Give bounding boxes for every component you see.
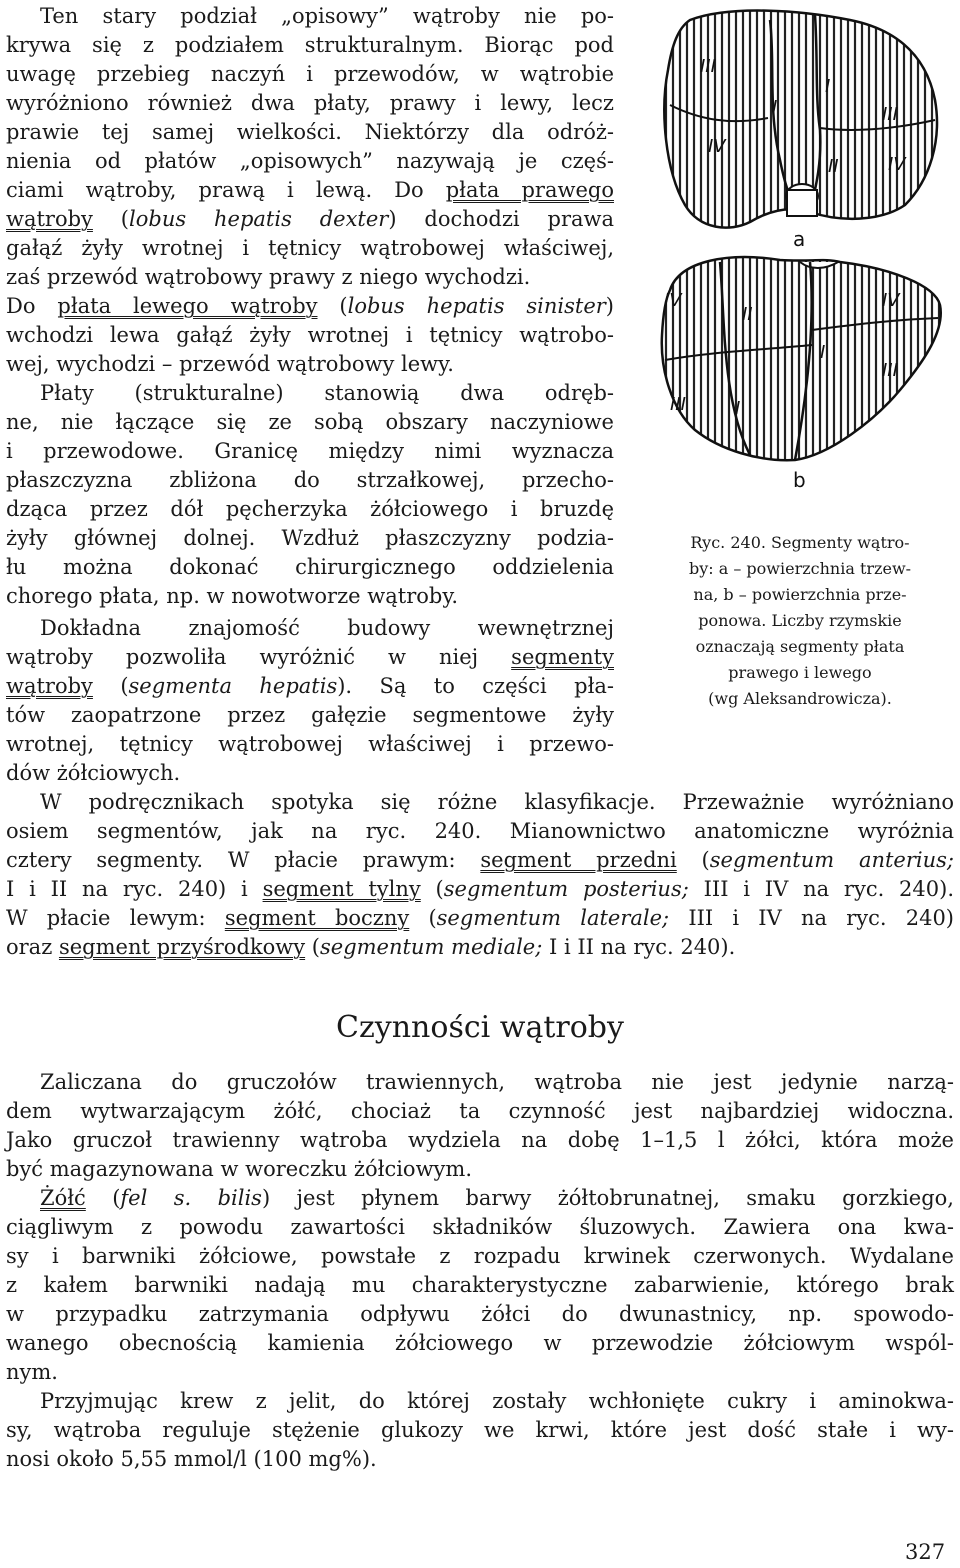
text-line: dząca przez dół pęcherzyka żółciowego i bruzdę — [6, 497, 614, 521]
text-line: Zaliczana do gruczołów trawiennych, wątroba nie jest jedynie narzą- — [40, 1070, 954, 1094]
text-line — [6, 643, 614, 672]
term-posterior-segment: segment tylny — [262, 877, 421, 901]
text-run: ( — [92, 207, 130, 231]
figure-label-b: b — [793, 468, 806, 492]
text-line: ne, nie łączące się ze sobą obszary naczyniowe — [6, 410, 614, 434]
liver-visceral-view — [664, 11, 937, 251]
term-segments-cont: wątroby — [6, 674, 93, 698]
text-line: i przewodowe. Granicę między nimi wyznacza — [6, 439, 614, 463]
segment-label: IV — [888, 154, 906, 175]
text-run: I i II na ryc. 240). — [542, 935, 736, 959]
term-right-lobe-cont: wątroby — [6, 207, 93, 231]
text-line: Dokładna znajomość budowy wewnętrznej — [40, 616, 614, 640]
term-bile: Żółć — [40, 1186, 86, 1210]
text-run: ( — [92, 674, 129, 698]
text-run: I i II na ryc. 240) i — [6, 877, 263, 901]
text-run: Do — [394, 178, 424, 202]
segment-label: III — [882, 104, 898, 125]
text-line — [6, 904, 954, 933]
text-run: ( — [317, 294, 348, 318]
text-line: zaś przewód wątrobowy prawy z niego wychodzi. — [6, 265, 531, 289]
segment-label: II — [742, 304, 753, 325]
text-line: osiem segmentów, jak na ryc. 240. Mianownictwo anatomiczne wyróżnia — [6, 819, 954, 843]
text-run: ciami wątroby, prawą i lewą. — [6, 178, 373, 202]
text-run: oraz — [6, 935, 59, 959]
text-line: Ten stary podział „opisowy” wątroby nie po- — [40, 4, 614, 28]
text-line: nienia od płatów „opisowych” nazywają je częś- — [6, 149, 614, 173]
liver-diaphragmatic-view — [662, 257, 941, 492]
text-run: III i IV na ryc. 240) — [669, 906, 954, 930]
text-run: ) dochodzi prawa — [388, 207, 615, 231]
text-line: gałąź żyły wrotnej i tętnicy wątrobowej właściwej, — [6, 236, 614, 260]
segment-label: III — [882, 360, 898, 381]
text-line: być magazynowana w woreczku żółciowym. — [6, 1157, 472, 1181]
term-anterior-segment: segment przedni — [480, 848, 677, 872]
full-paragraph-3 — [6, 1184, 954, 1387]
text-line: chorego płata, np. w nowotworze wątroby. — [6, 584, 459, 608]
latin-term: lobus hepatis sinister — [347, 294, 606, 318]
text-line: sy, wątroba reguluje stężenie glukozy we krwi, które jest dość stałe i wy- — [6, 1418, 954, 1442]
text-line: wyróżniono również dwa płaty, prawy i lewy, lecz — [6, 91, 614, 115]
segment-label: I — [735, 398, 741, 419]
full-paragraph-4 — [6, 1387, 954, 1474]
text-run: ) jest płynem barwy żółtobrunatnej, smaku gorzkiego, — [261, 1186, 954, 1210]
latin-term: fel s. bilis — [120, 1186, 262, 1210]
text-line — [6, 933, 954, 962]
text-line: z kałem barwniki nadają mu charakterystyczne zabarwienie, którego brak — [6, 1273, 954, 1297]
latin-term: segmentum anterius; — [709, 848, 954, 872]
text-run: ). Są to części pła- — [337, 674, 614, 698]
text-line: wanego obecnością kamienia żółciowego w przewodzie żółciowym wspól- — [6, 1331, 954, 1355]
figure-caption — [655, 530, 945, 712]
term-lateral-segment: segment boczny — [224, 906, 410, 930]
text-line: Przyjmując krew z jelit, do której zostały wchłonięte cukry i aminokwa- — [40, 1389, 954, 1413]
text-line: krywa się z podziałem strukturalnym. Biorąc pod — [6, 33, 614, 57]
term-medial-segment: segment przyśrodkowy — [58, 935, 306, 959]
segment-label: I — [772, 97, 778, 118]
caption-line: oznaczają segmenty płata — [695, 637, 905, 656]
term-segments: segmenty — [511, 645, 614, 669]
text-run: W płacie lewym: — [6, 906, 225, 930]
text-line: Płaty (strukturalne) stanowią dwa odręb- — [40, 381, 614, 405]
text-line: ciągliwym z powodu zawartości składników śluzowych. Zawiera ona kwa- — [6, 1215, 954, 1239]
latin-term: segmentum mediale; — [319, 935, 543, 959]
caption-line: Ryc. 240. Segmenty wątro- — [690, 533, 910, 552]
text-line: wej, wychodzi – przewód wątrobowy lewy. — [6, 352, 454, 376]
text-run: cztery segmenty. W płacie prawym: — [6, 848, 481, 872]
text-line: dów żółciowych. — [6, 761, 181, 785]
text-run: ( — [676, 848, 710, 872]
term-right-lobe: płata prawego — [445, 178, 614, 202]
section-heading: Czynności wątroby — [336, 1010, 624, 1045]
text-line — [6, 205, 614, 234]
latin-term: lobus hepatis dexter — [129, 207, 389, 231]
gallbladder-neck-body — [787, 190, 817, 216]
text-run: Do — [6, 294, 58, 318]
page-number: 327 — [905, 1540, 946, 1564]
latin-term: segmentum posterius; — [443, 877, 689, 901]
caption-line: (wg Aleksandrowicza). — [708, 689, 892, 708]
segment-label: IV — [882, 290, 900, 311]
text-line: prawie tej samej wielkości. Niektórzy dla odróż- — [6, 120, 614, 144]
text-line: sy i barwniki żółciowe, powstałe z rozpadu krwinek czerwonych. Wydalane — [6, 1244, 954, 1268]
text-line — [6, 1184, 954, 1213]
text-run: III i IV na ryc. 240). — [688, 877, 955, 901]
segment-label: III — [670, 394, 686, 415]
segment-label: I — [825, 76, 831, 97]
text-run: ( — [305, 935, 320, 959]
text-line: nosi około 5,55 mmol/l (100 mg%). — [6, 1447, 377, 1471]
text-line: Jako gruczoł trawienny wątroba wydziela na dobę 1–1,5 l żółci, która może — [6, 1128, 954, 1152]
column-paragraph-3 — [6, 614, 614, 788]
text-line — [6, 875, 954, 904]
text-run: ( — [409, 906, 437, 930]
column-paragraph-1 — [6, 2, 614, 379]
text-run: ( — [420, 877, 444, 901]
text-line: żyły głównej dolnej. Wzdłuż płaszczyzny podzia- — [6, 526, 614, 550]
text-line — [6, 846, 954, 875]
caption-line: na, b – powierzchnia prze- — [693, 585, 907, 604]
text-run: ) — [605, 294, 614, 318]
caption-line: prawego i lewego — [728, 663, 872, 682]
text-line: wchodzi lewa gałąź żyły wrotnej i tętnicy wątrobo- — [6, 323, 614, 347]
text-line: uwagę przebieg naczyń i przewodów, w wątrobie — [6, 62, 614, 86]
figure-label-a: a — [793, 227, 806, 251]
segment-label: IV — [664, 290, 682, 311]
text-line — [6, 176, 614, 205]
text-line: wrotnej, tętnicy wątrobowej właściwej i przewo- — [6, 732, 614, 756]
segment-label: I — [820, 342, 826, 363]
latin-term: segmenta hepatis — [128, 674, 338, 698]
segment-label: III — [700, 56, 716, 77]
caption-line: by: a – powierzchnia trzew- — [688, 559, 912, 578]
text-line: łu można dokonać chirurgicznego oddzielenia — [6, 555, 614, 579]
full-paragraph-2 — [6, 1068, 954, 1184]
text-line: W podręcznikach spotyka się różne klasyfikacje. Przeważnie wyróżniano — [40, 790, 954, 814]
caption-line: ponowa. Liczby rzymskie — [698, 611, 902, 630]
text-line: dem wytwarzającym żółć, chociaż ta czynność jest najbardziej widoczna. — [6, 1099, 954, 1123]
column-paragraph-2 — [6, 379, 614, 611]
text-run: ( — [85, 1186, 121, 1210]
text-line: płaszczyzna zbliżona do strzałkowej, przecho- — [6, 468, 614, 492]
term-left-lobe: płata lewego wątroby — [57, 294, 318, 318]
text-line: nym. — [6, 1360, 58, 1384]
text-line: tów zaopatrzone przez gałęzie segmentowe żyły — [6, 703, 614, 727]
segment-label: IV — [708, 136, 726, 157]
segment-label: II — [828, 156, 839, 177]
text-line — [6, 292, 614, 321]
text-run: wątroby pozwoliła wyróżnić w niej — [6, 645, 512, 669]
text-line: w przypadku zatrzymania odpływu żółci do dwunastnicy, np. spowodo- — [6, 1302, 954, 1326]
liver-segments-figure — [650, 0, 950, 520]
text-line — [6, 672, 614, 701]
latin-term: segmentum laterale; — [436, 906, 670, 930]
full-paragraph-1 — [6, 788, 954, 962]
